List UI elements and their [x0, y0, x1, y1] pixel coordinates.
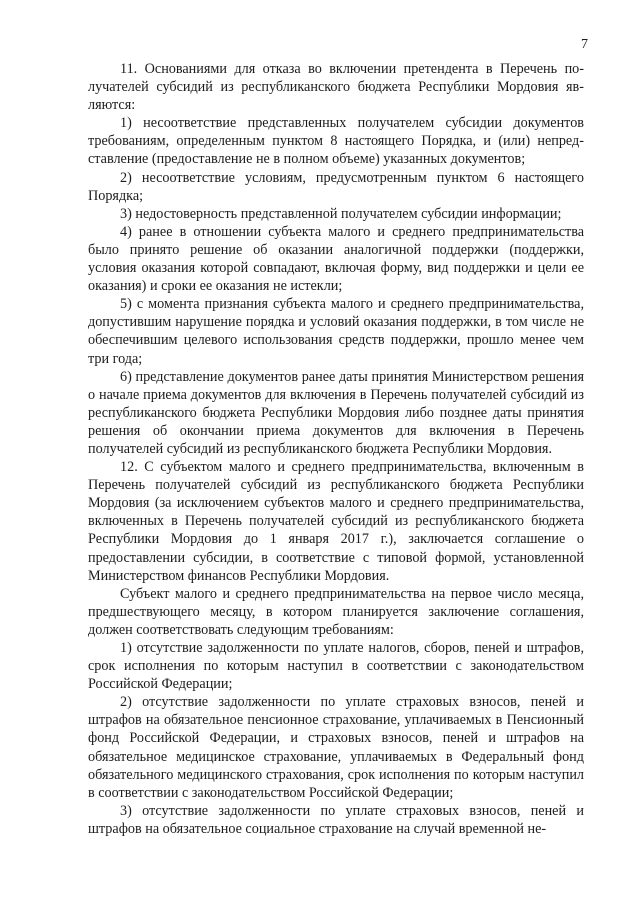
list-item: 3) отсутствие задолженности по уплате страховых взносов, пеней и штрафов на обязательное социальное страхование на случай временной не- — [88, 802, 584, 837]
list-item: 2) несоответствие условиям, предусмотренным пунктом 6 настоящего Порядка; — [88, 169, 584, 204]
paragraph-11-intro: 11. Основаниями для отказа во включении претендента в Перечень получателей субсидий из республиканского бюджета Республики Мордовия являются: — [88, 61, 584, 114]
list-item: 1) отсутствие задолженности по уплате налогов, сборов, пеней и штрафов, срок исполнения по которым наступил в соответствии с законодательством Российской Федерации; — [88, 640, 584, 693]
paragraph-12: 12. С субъектом малого и среднего предпринимательства, включенным в Перечень получателей субсидий из республиканского бюджета Республики Мордовия (за исключением субъектов малого и среднего предпринимательства, включенных в Перечень получателей субсидий из республиканского бюджета Республики Мордовия до 1 января 2017 г.), заключается соглашение о предоставлении субсидии, в соответствие с типовой формой, установленной Министерством финансов Республики Мордовия. — [88, 459, 584, 584]
list-item: 1) несоответствие представленных получателем субсидии документов требованиям, определенным пунктом 8 настоящего Порядка, и (или) непредставление (предоставление не в полном объеме) указанных документов; — [88, 115, 584, 168]
list-item: 5) с момента признания субъекта малого и среднего предпринимательства, допустившим нарушение порядка и условий оказания поддержки, в том числе не обеспечившим целевого использования средств поддержки, прошло менее чем три года; — [88, 296, 584, 367]
list-item: 6) представление документов ранее даты принятия Министерством решения о начале приема документов для включения в Перечень получателей субсидий из республиканского бюджета Республики Мордовия либо позднее даты принятия решения об окончании приема документов для включения в Перечень получателей субсидий из республиканского бюджета Республики Мордовия. — [88, 368, 584, 457]
list-item: 3) недостоверность представленной получателем субсидии информации; — [120, 205, 562, 222]
document-body — [88, 60, 584, 838]
page-number: 7 — [581, 37, 588, 52]
list-item: 4) ранее в отношении субъекта малого и среднего предпринимательства было принято решение об оказании аналогичной поддержки (поддержки, условия оказания которой совпадают, включая форму, вид поддержки и цели ее оказания) и сроки ее оказания не истекли; — [88, 223, 584, 295]
list-item: 2) отсутствие задолженности по уплате страховых взносов, пеней и штрафов на обязательное пенсионное страхование, уплачиваемых в Пенсионный фонд Российской Федерации, и страховых взносов, пеней и штрафов на обязательное медицинское страхование, уплачиваемых в Федеральный фонд обязательного медицинского страхования, срок исполнения по которым наступил в соответствии с законодательством Российской Федерации; — [88, 694, 584, 801]
paragraph-requirements-intro: Субъект малого и среднего предпринимательства на первое число месяца, предшествующего месяцу, в котором планируется заключение соглашения, должен соответствовать следующим требованиям: — [88, 585, 584, 638]
